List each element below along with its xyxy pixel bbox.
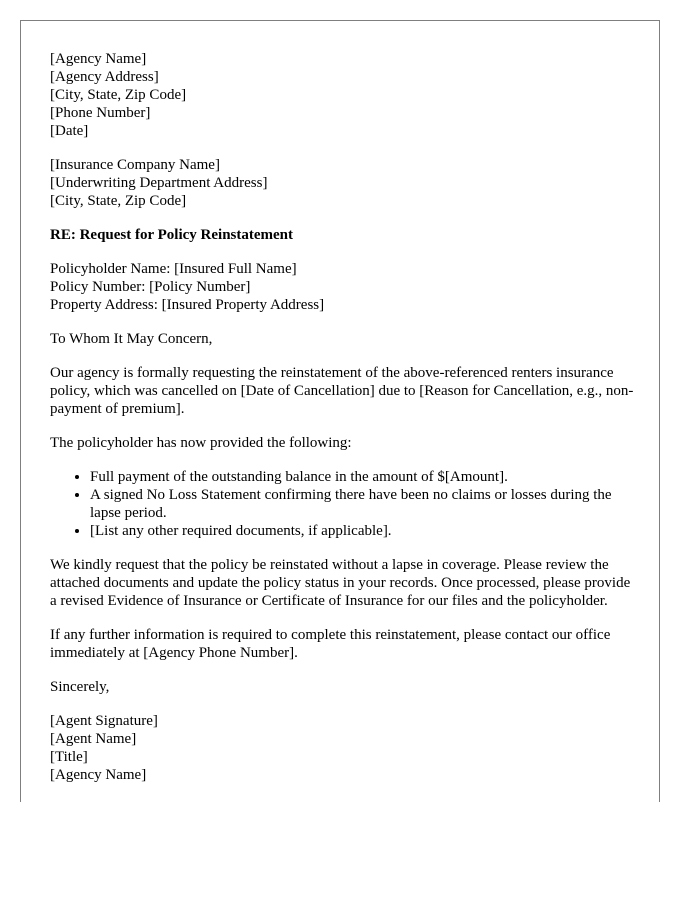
recipient-company-name: [Insurance Company Name] [50,157,220,173]
provided-items-list [50,468,635,540]
letter-page [20,20,660,802]
agent-name: [Agent Name] [50,731,137,747]
signature-agency-name: [Agency Name] [50,767,147,783]
subject-line: RE: Request for Policy Reinstatement [50,227,294,243]
body-paragraph-2: The policyholder has now provided the following: [50,435,352,451]
body-paragraph-3: We kindly request that the policy be reinstated without a lapse in coverage. Please review the attached documents and update the policy status in your records. Once processed, please provide a revised Evidence of Insurance or Certificate of Insurance for our files and the policyholder. [50,557,631,609]
recipient-department-address: [Underwriting Department Address] [50,175,268,191]
closing: Sincerely, [50,679,110,695]
sender-agency-address: [Agency Address] [50,69,159,85]
recipient-block [50,156,635,210]
policy-info-block [50,260,635,314]
salutation: To Whom It May Concern, [50,331,213,347]
body-paragraph-1: Our agency is formally requesting the reinstatement of the above-referenced renters insurance policy, which was cancelled on [Date of Cancellation] due to [Reason for Cancellation, e.g., non-payment of premium]. [50,365,634,417]
letter-date: [Date] [50,123,89,139]
signature-block [50,712,635,784]
list-item: • A signed No Loss Statement confirming there have been no claims or losses during the lapse period. [90,486,635,522]
list-item: • [List any other required documents, if applicable]. [90,522,635,540]
policyholder-name: Policyholder Name: [Insured Full Name] [50,261,297,277]
list-item: • Full payment of the outstanding balance in the amount of $[Amount]. [90,468,635,486]
letter-content [50,50,635,800]
sender-phone: [Phone Number] [50,105,151,121]
sender-city-state-zip: [City, State, Zip Code] [50,87,187,103]
body-paragraph-4: If any further information is required to complete this reinstatement, please contact our office immediately at [Agency Phone Number]. [50,627,611,661]
policy-number: Policy Number: [Policy Number] [50,279,251,295]
property-address: Property Address: [Insured Property Address] [50,297,325,313]
agent-signature: [Agent Signature] [50,713,158,729]
agent-title: [Title] [50,749,88,765]
recipient-city-state-zip: [City, State, Zip Code] [50,193,187,209]
sender-agency-name: [Agency Name] [50,51,147,67]
sender-block [50,50,635,140]
